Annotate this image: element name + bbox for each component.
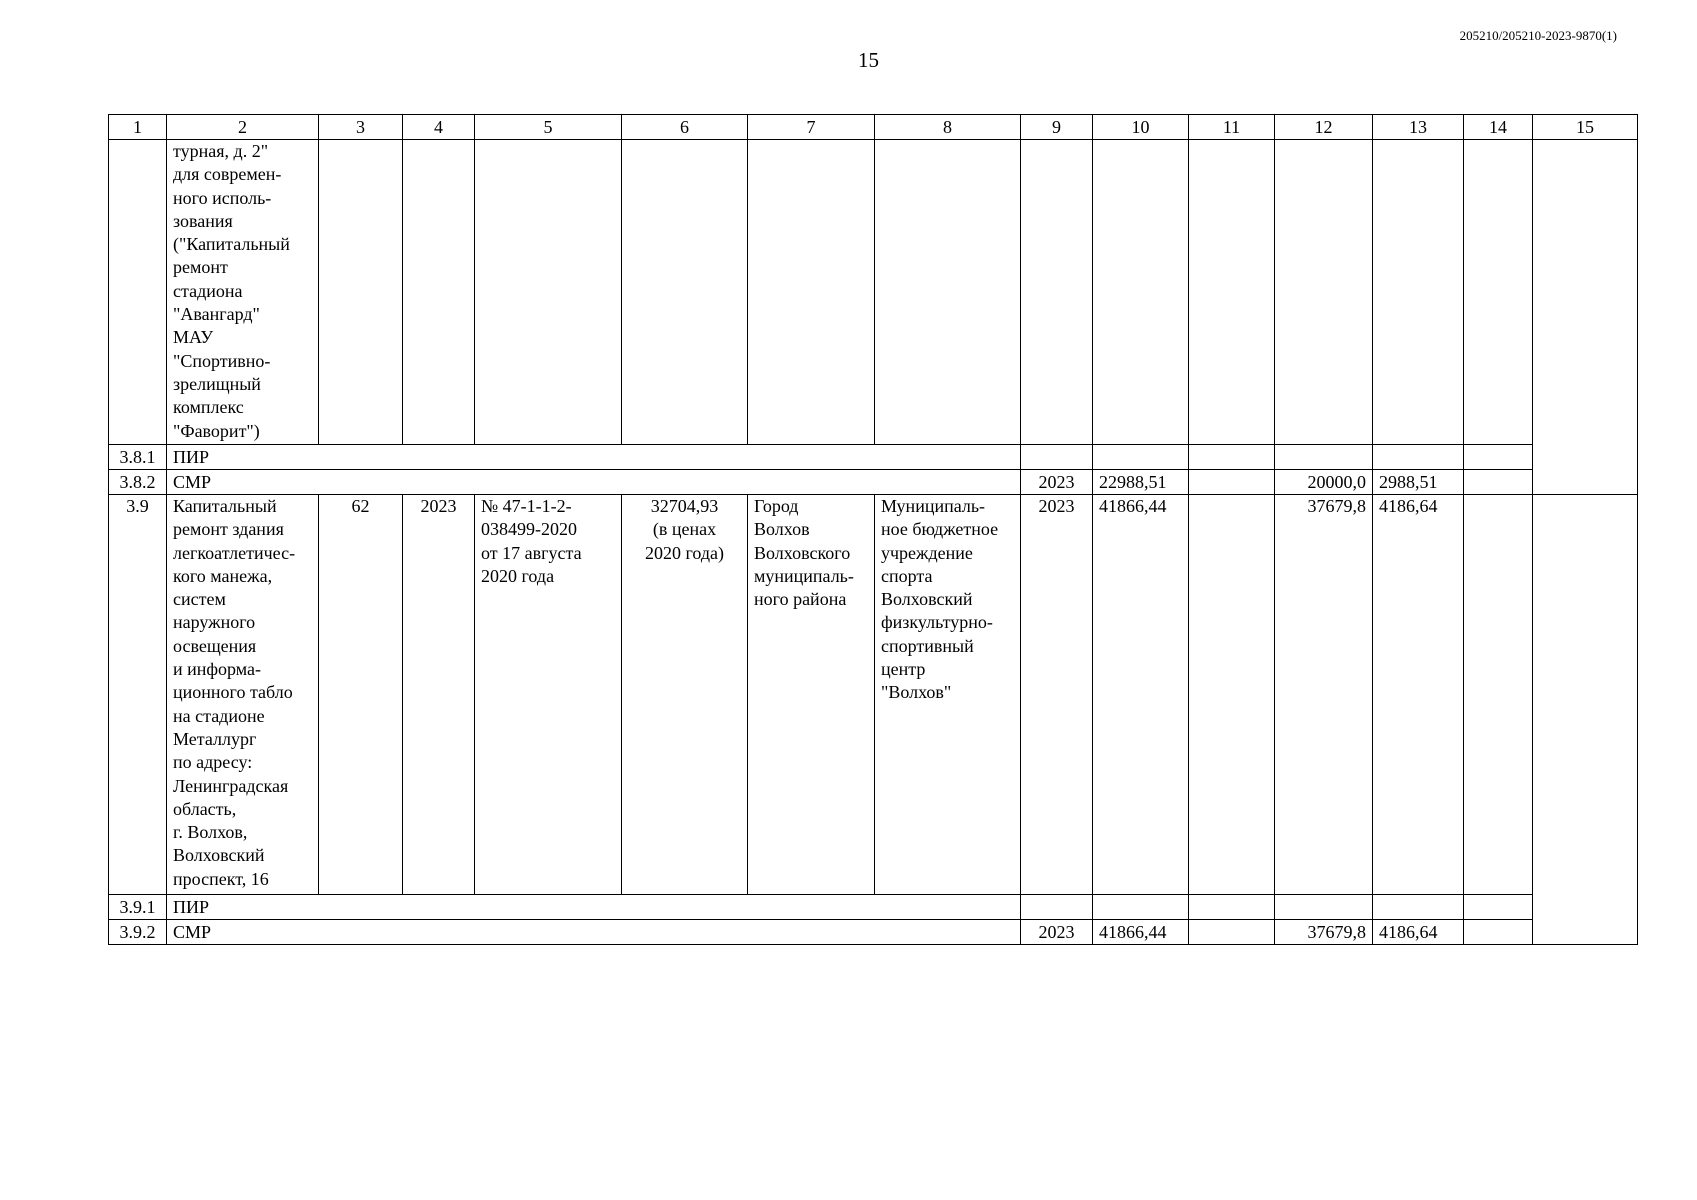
regional-budget-cell: 20000,0: [1275, 470, 1373, 495]
text-line: ного района: [754, 589, 847, 610]
total-cost-cell: 22988,51: [1093, 470, 1189, 495]
text-line: Волховский: [881, 589, 973, 610]
text-line: физкультурно-: [881, 612, 993, 633]
text-line: проспект, 16: [173, 868, 269, 889]
text-line: зрелищный: [173, 373, 261, 394]
text-line: турная, д. 2": [173, 141, 269, 161]
investment-table: [108, 114, 1638, 945]
row-number: 3.8.2: [109, 470, 167, 495]
expertise-cell: [475, 495, 622, 895]
object-name-cell: [167, 495, 319, 895]
total-cost-cell: 41866,44: [1093, 920, 1189, 945]
text-line: спортивный: [881, 635, 974, 656]
text-line: муниципаль-: [754, 565, 854, 586]
text-line: (в ценах: [652, 519, 717, 540]
text-line: кого манежа,: [173, 565, 273, 586]
regional-budget-cell: 37679,8: [1275, 920, 1373, 945]
col-header: 14: [1464, 115, 1533, 140]
col-header: 8: [875, 115, 1021, 140]
text-line: Ленинградская: [173, 775, 289, 796]
col-header: 2: [167, 115, 319, 140]
regional-budget-cell: 37679,8: [1275, 495, 1373, 895]
text-line: ционного табло: [173, 682, 293, 703]
col-header: 13: [1373, 115, 1464, 140]
page-number: 15: [858, 48, 879, 72]
text-line: учреждение: [881, 542, 973, 563]
col-header: 6: [622, 115, 748, 140]
text-line: наружного: [173, 612, 256, 633]
text-line: зования: [173, 210, 233, 231]
row-number: 3.9.2: [109, 920, 167, 945]
text-line: "Волхов": [881, 682, 952, 703]
text-line: Волховский: [173, 845, 265, 866]
text-line: "Авангард": [173, 304, 260, 325]
col-header: 1: [109, 115, 167, 140]
text-line: стадиона: [173, 280, 243, 301]
text-line: легкоатлетичес-: [173, 542, 296, 563]
text-line: ремонт: [173, 257, 228, 278]
col-15-cell: [1533, 495, 1638, 945]
text-line: Капитальный: [173, 496, 277, 516]
text-line: систем: [173, 589, 226, 610]
row-number: 3.8.1: [109, 445, 167, 470]
col-header: 11: [1189, 115, 1275, 140]
stage-label: СМР: [167, 470, 1021, 495]
total-cost-cell: 41866,44: [1093, 495, 1189, 895]
col-15-cell: [1533, 140, 1638, 495]
text-line: 32704,93: [650, 496, 719, 516]
table-row-3-8-2: [109, 470, 1638, 495]
col-header: 15: [1533, 115, 1638, 140]
text-line: ного исполь-: [173, 187, 272, 208]
municipality-cell: [748, 495, 875, 895]
year-cell: 2023: [1021, 495, 1093, 895]
year-cell: 2023: [403, 495, 475, 895]
table-row-3-9: [109, 495, 1638, 895]
text-line: спорта: [881, 565, 933, 586]
text-line: освещения: [173, 635, 257, 656]
col-header: 10: [1093, 115, 1189, 140]
text-line: г. Волхов,: [173, 822, 248, 843]
text-line: Волхов: [754, 519, 810, 540]
row-number: 3.9.1: [109, 895, 167, 920]
text-line: ное бюджетное: [881, 519, 999, 540]
table-row-3-8-continued: [109, 140, 1638, 445]
text-line: ("Капитальный: [173, 234, 290, 255]
text-line: центр: [881, 659, 926, 680]
text-line: по адресу:: [173, 752, 253, 773]
stage-label: СМР: [167, 920, 1021, 945]
stage-label: ПИР: [167, 895, 1021, 920]
text-line: Город: [754, 496, 799, 516]
col-header: 12: [1275, 115, 1373, 140]
text-line: ремонт здания: [173, 519, 284, 540]
text-line: 2020 года: [481, 565, 555, 586]
table-row-3-8-1: [109, 445, 1638, 470]
text-line: Муниципаль-: [881, 496, 986, 516]
text-line: МАУ: [173, 327, 214, 348]
text-line: область,: [173, 798, 237, 819]
col-header: 5: [475, 115, 622, 140]
text-line: 2020 года): [644, 542, 725, 563]
col-header: 4: [403, 115, 475, 140]
local-budget-cell: 4186,64: [1373, 495, 1464, 895]
text-line: Волховского: [754, 542, 851, 563]
text-line: Металлург: [173, 728, 257, 749]
col-header: 9: [1021, 115, 1093, 140]
document-number: 205210/205210-2023-9870(1): [1459, 28, 1617, 43]
text-line: "Спортивно-: [173, 350, 271, 371]
column-number-row: [109, 115, 1638, 140]
stage-label: ПИР: [167, 445, 1021, 470]
text-line: 038499-2020: [481, 519, 577, 540]
text-line: для современ-: [173, 164, 282, 185]
col-header: 3: [319, 115, 403, 140]
text-line: от 17 августа: [481, 542, 582, 563]
estimated-cost-cell: [622, 495, 748, 895]
year-cell: 2023: [1021, 470, 1093, 495]
object-name-cell: [167, 140, 319, 445]
local-budget-cell: 4186,64: [1373, 920, 1464, 945]
table-row-3-9-1: [109, 895, 1638, 920]
year-cell: 2023: [1021, 920, 1093, 945]
row-number: 3.9: [109, 495, 167, 895]
table-row-3-9-2: [109, 920, 1638, 945]
col-header: 7: [748, 115, 875, 140]
text-line: и информа-: [173, 659, 262, 680]
text-line: "Фаворит"): [173, 420, 260, 441]
local-budget-cell: 2988,51: [1373, 470, 1464, 495]
text-line: на стадионе: [173, 705, 265, 726]
text-line: № 47-1-1-2-: [481, 496, 572, 516]
text-line: комплекс: [173, 397, 244, 418]
capacity-cell: 62: [319, 495, 403, 895]
customer-cell: [875, 495, 1021, 895]
